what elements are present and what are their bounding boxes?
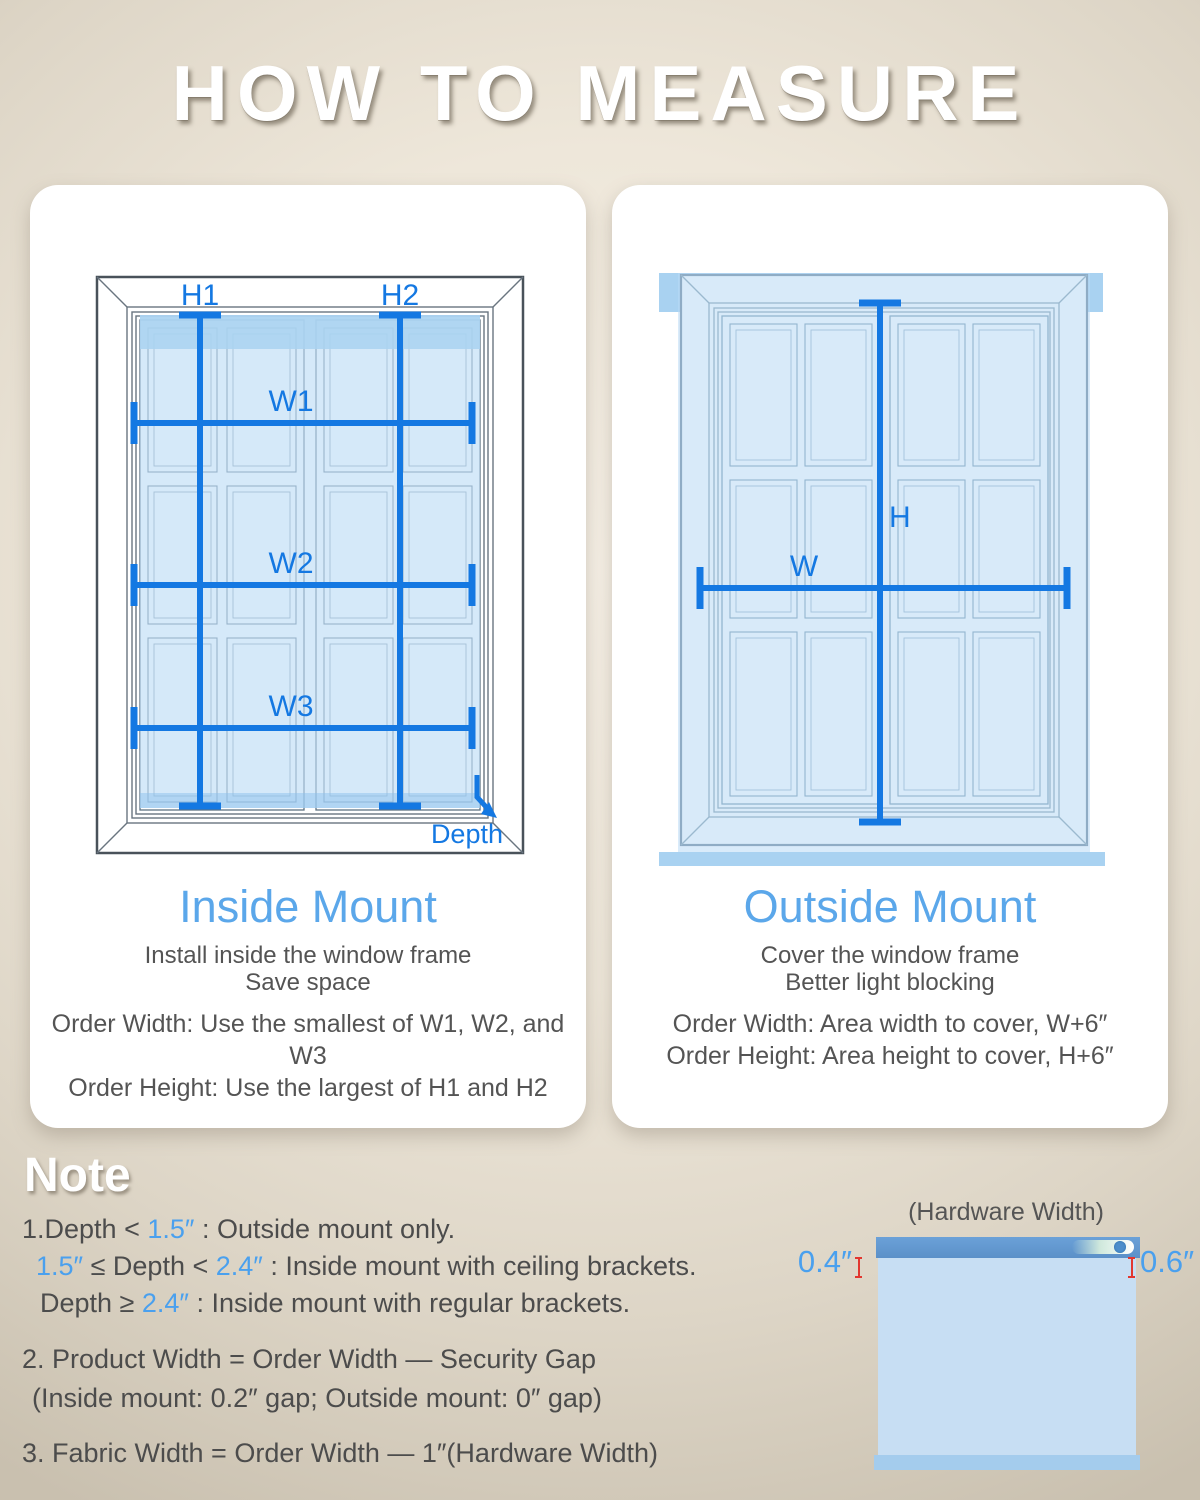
outside-mount-window-diagram bbox=[659, 273, 1109, 873]
hardware-width-caption: (Hardware Width) bbox=[908, 1198, 1104, 1226]
inside-order-height: Order Height: Use the largest of H1 and H2 bbox=[68, 1074, 548, 1102]
page-title: HOW TO MEASURE bbox=[171, 49, 1029, 137]
shade-fabric bbox=[878, 1258, 1136, 1455]
note-item-2 bbox=[22, 1344, 602, 1422]
note-item-3-line-1: 3. Fabric Width = Order Width — 1″(Hardware Width) bbox=[22, 1438, 658, 1468]
inside-mount-order-info bbox=[30, 1008, 586, 1104]
inside-mount-description bbox=[30, 942, 586, 996]
depth-value-1: 1.5″ bbox=[147, 1214, 195, 1244]
note-item-1-line-2: 1.5″ ≤ Depth < 2.4″ : Inside mount with ceiling brackets. bbox=[36, 1251, 697, 1281]
note-item-1-line-3: Depth ≥ 2.4″ : Inside mount with regular brackets. bbox=[40, 1288, 631, 1318]
measure-label-h2: H2 bbox=[380, 279, 420, 312]
hardware-left-gap-value: 0.4″ bbox=[797, 1244, 852, 1279]
note-item-2-line-2: (Inside mount: 0.2″ gap; Outside mount: 0″ gap) bbox=[32, 1383, 602, 1413]
note-item-1 bbox=[22, 1214, 697, 1325]
outside-mount-description bbox=[612, 942, 1168, 996]
outside-order-height: Order Height: Area height to cover, H+6″ bbox=[666, 1042, 1114, 1070]
outside-desc-line2: Better light blocking bbox=[785, 969, 995, 996]
outside-mount-title: Outside Mount bbox=[743, 881, 1037, 932]
inside-mount-title: Inside Mount bbox=[179, 881, 437, 932]
measure-label-h1: H1 bbox=[180, 279, 220, 312]
outside-order-width: Order Width: Area width to cover, W+6″ bbox=[672, 1010, 1108, 1038]
measure-label-depth: Depth bbox=[430, 819, 503, 849]
shade-bottom-band bbox=[659, 852, 1105, 866]
measure-label-w2: W2 bbox=[268, 547, 314, 580]
outside-desc-line1: Cover the window frame bbox=[760, 942, 1020, 969]
depth-value-3: 2.4″ bbox=[215, 1251, 263, 1281]
inside-mount-card bbox=[30, 185, 586, 1128]
red-tick-left bbox=[855, 1257, 862, 1278]
note-heading: Note bbox=[24, 1149, 131, 1202]
inside-order-width: Order Width: Use the smallest of W1, W2, and W3 bbox=[51, 1010, 565, 1070]
outside-mount-card bbox=[612, 185, 1168, 1128]
outside-mount-order-info bbox=[612, 1008, 1168, 1072]
note-item-1-line-1: 1.Depth < 1.5″ : Outside mount only. bbox=[22, 1214, 456, 1244]
measure-label-w1: W1 bbox=[268, 385, 314, 418]
measure-label-w: W bbox=[789, 550, 819, 583]
red-tick-right bbox=[1128, 1257, 1135, 1278]
inside-desc-line1: Install inside the window frame bbox=[144, 942, 472, 969]
depth-value-2: 1.5″ bbox=[36, 1251, 84, 1281]
chain-control-dot bbox=[1114, 1241, 1126, 1253]
depth-value-4: 2.4″ bbox=[141, 1288, 189, 1318]
note-item-2-line-1: 2. Product Width = Order Width — Security Gap bbox=[22, 1344, 596, 1374]
note-item-3 bbox=[22, 1438, 658, 1469]
inside-mount-window-diagram bbox=[95, 275, 525, 855]
measure-label-w3: W3 bbox=[268, 690, 314, 723]
measure-label-h: H bbox=[889, 501, 911, 534]
shade-overlay bbox=[678, 273, 1090, 852]
shade-bottom-bar bbox=[874, 1455, 1140, 1470]
inside-desc-line2: Save space bbox=[245, 969, 371, 996]
hardware-right-gap-value: 0.6″ bbox=[1140, 1244, 1195, 1279]
